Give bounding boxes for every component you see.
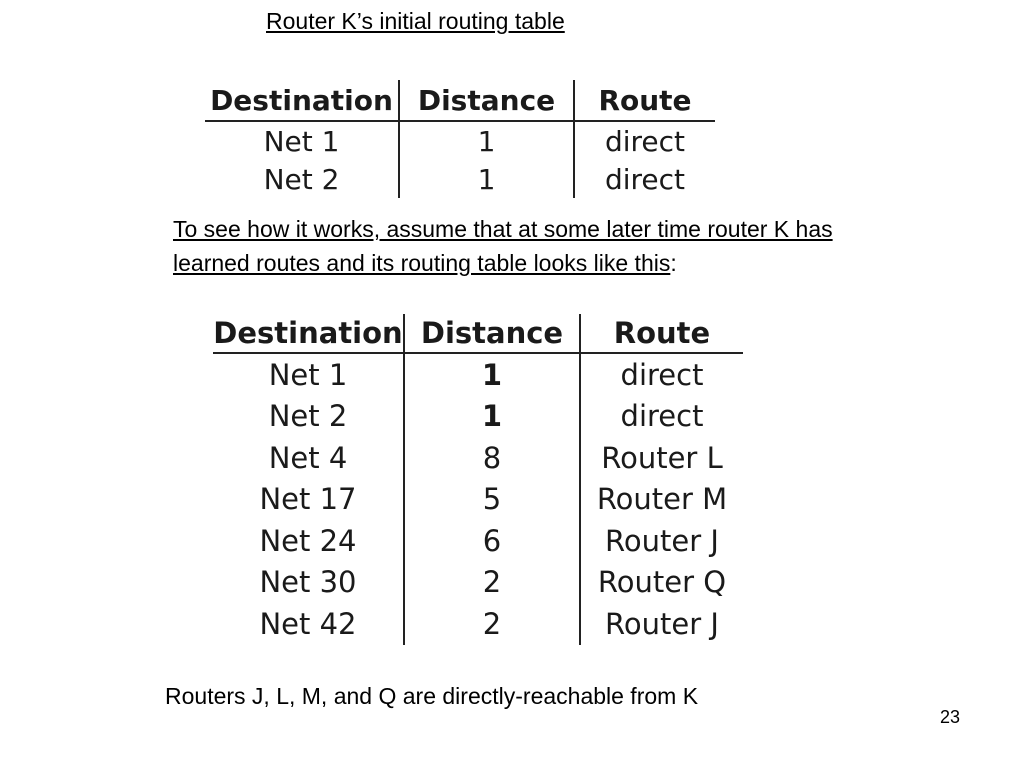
intro-suffix: : bbox=[670, 250, 677, 276]
destination-cell: Net 1 bbox=[213, 353, 404, 396]
table-header-row bbox=[213, 314, 743, 353]
intro-underlined-text: To see how it works, assume that at some later time router K has learned routes and its routing table looks like this bbox=[173, 216, 833, 276]
table-row bbox=[213, 479, 743, 521]
distance-cell: 1 bbox=[404, 396, 580, 438]
distance-cell: 1 bbox=[399, 160, 574, 198]
table-row bbox=[213, 562, 743, 604]
destination-cell: Net 1 bbox=[205, 121, 399, 160]
table-row bbox=[213, 603, 743, 645]
table-row bbox=[213, 396, 743, 438]
route-cell: direct bbox=[604, 124, 686, 158]
table-row bbox=[205, 121, 715, 160]
route-cell: Router L bbox=[601, 440, 723, 475]
destination-cell: Net 42 bbox=[213, 603, 404, 645]
distance-cell: 5 bbox=[404, 479, 580, 521]
distance-header: Distance bbox=[399, 80, 574, 121]
learned-routing-table bbox=[213, 314, 743, 645]
table-row bbox=[213, 437, 743, 479]
destination-header: Destination bbox=[213, 314, 404, 353]
distance-cell: 1 bbox=[404, 353, 580, 396]
route-header: Route bbox=[574, 80, 715, 121]
route-header: Route bbox=[580, 314, 743, 353]
distance-cell: 6 bbox=[404, 520, 580, 562]
destination-cell: Net 17 bbox=[213, 479, 404, 521]
distance-header: Distance bbox=[404, 314, 580, 353]
destination-cell: Net 2 bbox=[205, 160, 399, 198]
destination-cell: Net 4 bbox=[213, 437, 404, 479]
route-cell: Router M bbox=[596, 482, 728, 517]
table-row bbox=[213, 353, 743, 396]
directly-reachable-note: Routers J, L, M, and Q are directly-reachable from K bbox=[165, 683, 699, 709]
destination-cell: Net 30 bbox=[213, 562, 404, 604]
slide-title: Router K’s initial routing table bbox=[266, 8, 565, 34]
distance-cell: 8 bbox=[404, 437, 580, 479]
route-cell: direct bbox=[604, 162, 686, 196]
route-cell: Router J bbox=[605, 606, 719, 641]
table-header-row bbox=[205, 80, 715, 121]
distance-cell: 2 bbox=[404, 562, 580, 604]
table-row bbox=[213, 520, 743, 562]
route-cell: direct bbox=[620, 399, 704, 434]
route-cell: direct bbox=[620, 357, 704, 392]
destination-cell: Net 24 bbox=[213, 520, 404, 562]
table-row bbox=[205, 160, 715, 198]
destination-header: Destination bbox=[205, 80, 399, 121]
distance-cell: 2 bbox=[404, 603, 580, 645]
initial-routing-table bbox=[205, 80, 715, 198]
intro-text bbox=[173, 212, 833, 280]
page-number: 23 bbox=[940, 707, 961, 727]
route-cell: Router J bbox=[605, 523, 719, 558]
destination-cell: Net 2 bbox=[213, 396, 404, 438]
route-cell: Router Q bbox=[597, 565, 727, 600]
distance-cell: 1 bbox=[399, 121, 574, 160]
